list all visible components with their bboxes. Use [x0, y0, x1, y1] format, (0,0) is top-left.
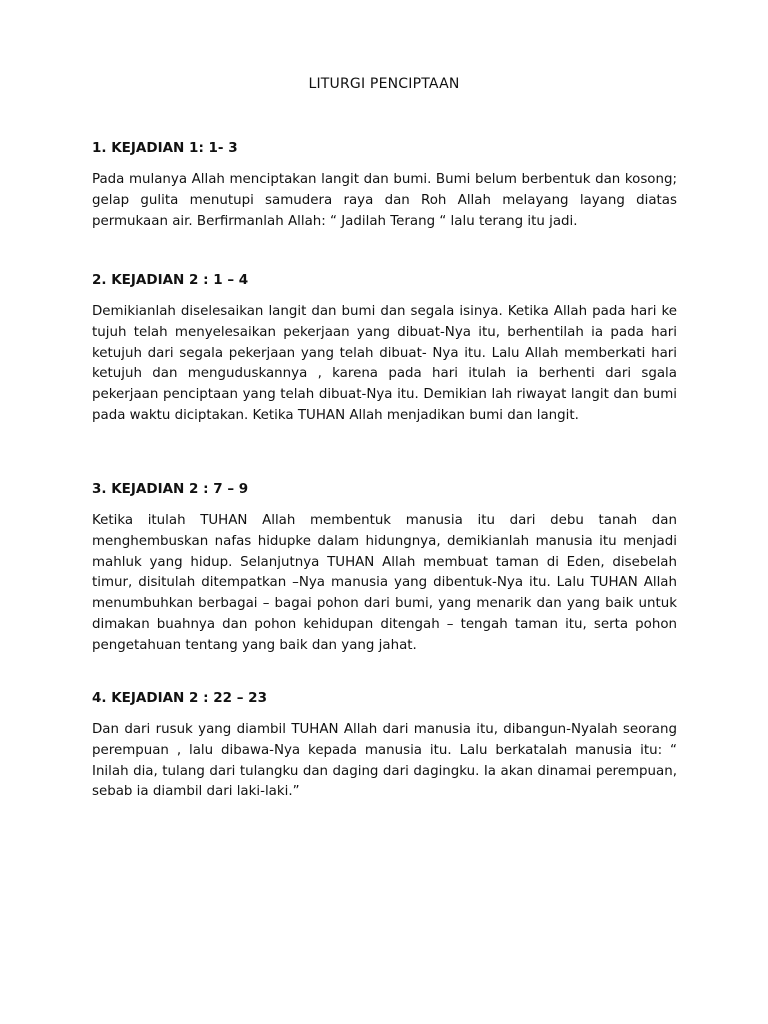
section-body: Ketika itulah TUHAN Allah membentuk manusia itu dari debu tanah dan menghembuskan nafas hidupke dalam hidungnya, demikianlah manusia itu menjadi mahluk yang hidup. Selanjutnya TUHAN Allah membuat taman di Eden, disebelah timur, disitulah ditempatkan –Nya manusia yang dibentuk-Nya itu. Lalu TUHAN Allah menumbuhkan berbagai – bagai pohon dari bumi, yang menarik dan yang baik untuk dimakan buahnya dan pohon kehidupan ditengah – tengah taman itu, serta pohon pengetahuan tentang yang baik dan yang jahat. — [92, 513, 677, 653]
section-body: Dan dari rusuk yang diambil TUHAN Allah dari manusia itu, dibangun-Nyalah seorang perempuan , lalu dibawa-Nya kepada manusia itu. Lalu berkatalah manusia itu: “ Inilah dia, tulang dari tulangku dan daging dari dagingku. Ia akan dinamai perempuan, sebab ia diambil dari laki-laki.” — [92, 722, 677, 800]
section-heading: 3. KEJADIAN 2 : 7 – 9 — [92, 481, 249, 497]
section-kejadian-2-22-23 — [92, 690, 677, 803]
section-heading: 4. KEJADIAN 2 : 22 – 23 — [92, 690, 267, 706]
section-heading: 1. KEJADIAN 1: 1- 3 — [92, 140, 238, 156]
section-body: Demikianlah diselesaikan langit dan bumi dan segala isinya. Ketika Allah pada hari ke tujuh telah menyelesaikan pekerjaan yang dibuat-Nya itu, berhentilah ia pada hari ketujuh dari segala pekerjaan yang telah dibuat- Nya itu. Lalu Allah memberkati hari ketujuh dan menguduskannya , karena pada hari itulah ia berhenti dari sgala pekerjaan penciptaan yang telah dibuat-Nya itu. Demikian lah riwayat langit dan bumi pada waktu diciptakan. Ketika TUHAN Allah menjadikan bumi dan langit. — [92, 304, 677, 423]
section-kejadian-2-7-9 — [92, 481, 677, 657]
section-body: Pada mulanya Allah menciptakan langit dan bumi. Bumi belum berbentuk dan kosong; gelap gulita menutupi samudera raya dan Roh Allah melayang layang diatas permukaan air. Berfirmanlah Allah: “ Jadilah Terang “ lalu terang itu jadi. — [92, 172, 677, 229]
section-heading: 2. KEJADIAN 2 : 1 – 4 — [92, 272, 249, 288]
section-kejadian-1-1-3 — [92, 140, 677, 232]
section-kejadian-2-1-4 — [92, 272, 677, 427]
document-title: LITURGI PENCIPTAAN — [308, 76, 460, 92]
